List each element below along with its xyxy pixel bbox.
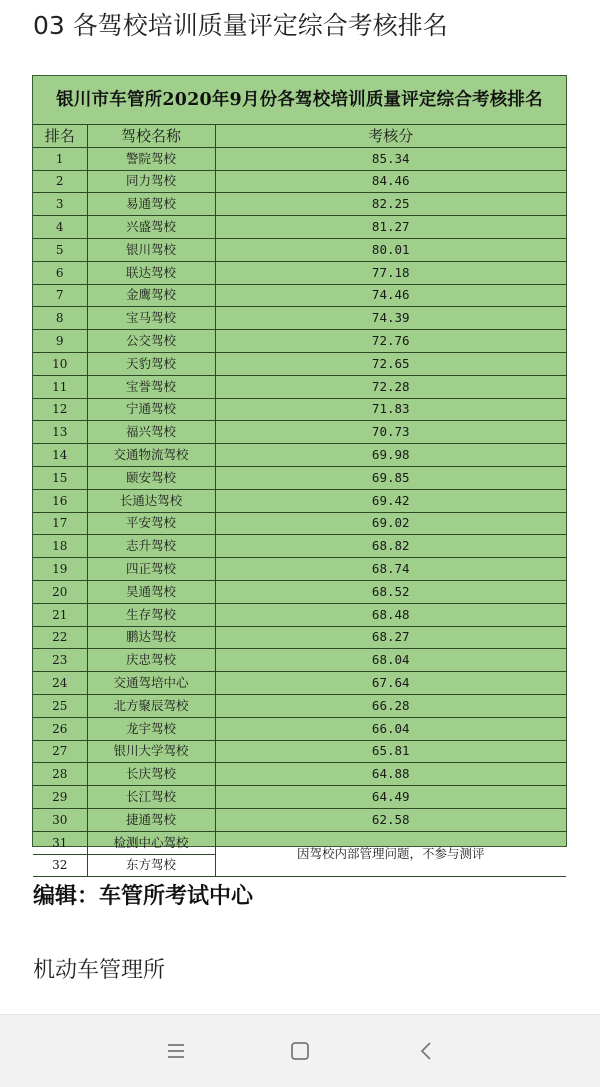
rank-cell: 10 (33, 352, 87, 375)
score-cell: 82.25 (215, 193, 566, 216)
ranking-table (33, 125, 566, 877)
table-row (33, 512, 566, 535)
rank-cell: 30 (33, 808, 87, 831)
score-cell: 69.85 (215, 466, 566, 489)
school-name-cell: 银川驾校 (87, 238, 215, 261)
table-row (33, 216, 566, 239)
table-row (33, 352, 566, 375)
table-header-row (33, 125, 566, 147)
school-name-cell: 宝马驾校 (87, 307, 215, 330)
back-icon (419, 1041, 433, 1061)
header-rank: 排名 (33, 125, 87, 147)
school-name-cell: 龙宇驾校 (87, 717, 215, 740)
score-cell: 66.04 (215, 717, 566, 740)
school-name-cell: 警院驾校 (87, 147, 215, 170)
score-cell: 72.76 (215, 330, 566, 353)
rank-cell: 6 (33, 261, 87, 284)
table-row (33, 763, 566, 786)
score-cell: 84.46 (215, 170, 566, 193)
menu-icon (166, 1042, 186, 1060)
score-cell: 72.28 (215, 375, 566, 398)
school-name-cell: 北方聚辰驾校 (87, 694, 215, 717)
table-row (33, 694, 566, 717)
table-row (33, 421, 566, 444)
school-name-cell: 联达驾校 (87, 261, 215, 284)
table-row (33, 444, 566, 467)
system-navigation-bar (0, 1014, 600, 1087)
rank-cell: 23 (33, 649, 87, 672)
table-row (33, 672, 566, 695)
school-name-cell: 金鹰驾校 (87, 284, 215, 307)
rank-cell: 20 (33, 580, 87, 603)
school-name-cell: 志升驾校 (87, 535, 215, 558)
school-name-cell: 公交驾校 (87, 330, 215, 353)
table-row (33, 626, 566, 649)
score-cell: 72.65 (215, 352, 566, 375)
rank-cell: 8 (33, 307, 87, 330)
school-name-cell: 福兴驾校 (87, 421, 215, 444)
school-name-cell: 长通达驾校 (87, 489, 215, 512)
score-cell: 64.88 (215, 763, 566, 786)
school-name-cell: 东方驾校 (87, 854, 215, 877)
rank-cell: 15 (33, 466, 87, 489)
score-cell: 67.64 (215, 672, 566, 695)
table-row (33, 398, 566, 421)
school-name-cell: 易通驾校 (87, 193, 215, 216)
rank-cell: 3 (33, 193, 87, 216)
table-row (33, 786, 566, 809)
school-name-cell: 平安驾校 (87, 512, 215, 535)
section-heading: 03 各驾校培训质量评定综合考核排名 (33, 11, 448, 40)
table-row (33, 558, 566, 581)
school-name-cell: 鹏达驾校 (87, 626, 215, 649)
score-cell: 68.82 (215, 535, 566, 558)
table-row (33, 284, 566, 307)
school-name-cell: 宁通驾校 (87, 398, 215, 421)
school-name-cell: 长江驾校 (87, 786, 215, 809)
score-cell: 68.04 (215, 649, 566, 672)
rank-cell: 16 (33, 489, 87, 512)
school-name-cell: 兴盛驾校 (87, 216, 215, 239)
school-name-cell: 交通物流驾校 (87, 444, 215, 467)
school-name-cell: 四正驾校 (87, 558, 215, 581)
score-cell: 68.74 (215, 558, 566, 581)
header-score: 考核分 (215, 125, 566, 147)
rank-cell: 14 (33, 444, 87, 467)
rank-cell: 29 (33, 786, 87, 809)
rank-cell: 7 (33, 284, 87, 307)
table-row (33, 307, 566, 330)
rank-cell: 18 (33, 535, 87, 558)
score-cell: 74.46 (215, 284, 566, 307)
account-name[interactable]: 机动车管理所 (33, 958, 166, 983)
school-name-cell: 昊通驾校 (87, 580, 215, 603)
rank-cell: 19 (33, 558, 87, 581)
rank-cell: 5 (33, 238, 87, 261)
school-name-cell: 颐安驾校 (87, 466, 215, 489)
table-row (33, 170, 566, 193)
rank-cell: 17 (33, 512, 87, 535)
school-name-cell: 同力驾校 (87, 170, 215, 193)
ranking-table-body (33, 147, 566, 877)
school-name-cell: 交通驾培中心 (87, 672, 215, 695)
score-cell: 71.83 (215, 398, 566, 421)
table-row (33, 603, 566, 626)
table-row (33, 489, 566, 512)
school-name-cell: 捷通驾校 (87, 808, 215, 831)
table-row (33, 740, 566, 763)
school-name-cell: 生存驾校 (87, 603, 215, 626)
table-row (33, 330, 566, 353)
table-row (33, 261, 566, 284)
school-name-cell: 天豹驾校 (87, 352, 215, 375)
table-row (33, 717, 566, 740)
school-name-cell: 检测中心驾校 (87, 831, 215, 854)
rank-cell: 13 (33, 421, 87, 444)
score-cell: 69.98 (215, 444, 566, 467)
rank-cell: 27 (33, 740, 87, 763)
rank-cell: 21 (33, 603, 87, 626)
school-name-cell: 宝誉驾校 (87, 375, 215, 398)
table-title: 银川市车管所2020年9月份各驾校培训质量评定综合考核排名 (33, 76, 566, 125)
rank-cell: 32 (33, 854, 87, 877)
rank-cell: 24 (33, 672, 87, 695)
table-row (33, 147, 566, 170)
rank-cell: 11 (33, 375, 87, 398)
table-row (33, 580, 566, 603)
rank-cell: 26 (33, 717, 87, 740)
table-row (33, 466, 566, 489)
table-row (33, 193, 566, 216)
table-row (33, 535, 566, 558)
score-cell: 64.49 (215, 786, 566, 809)
menu-button[interactable] (158, 1035, 194, 1067)
score-cell: 80.01 (215, 238, 566, 261)
header-school-name: 驾校名称 (87, 125, 215, 147)
rank-cell: 2 (33, 170, 87, 193)
score-cell: 69.42 (215, 489, 566, 512)
score-cell: 65.81 (215, 740, 566, 763)
score-cell: 68.52 (215, 580, 566, 603)
score-cell: 77.18 (215, 261, 566, 284)
rank-cell: 22 (33, 626, 87, 649)
table-row (33, 808, 566, 831)
table-row (33, 649, 566, 672)
score-cell: 85.34 (215, 147, 566, 170)
home-button[interactable] (282, 1035, 318, 1067)
score-cell: 74.39 (215, 307, 566, 330)
table-row (33, 831, 566, 854)
rank-cell: 4 (33, 216, 87, 239)
ranking-table-image[interactable] (32, 75, 567, 873)
score-cell: 66.28 (215, 694, 566, 717)
score-cell: 81.27 (215, 216, 566, 239)
table-row (33, 238, 566, 261)
rank-cell: 31 (33, 831, 87, 854)
score-cell: 70.73 (215, 421, 566, 444)
score-cell: 69.02 (215, 512, 566, 535)
editor-credit: 编辑：车管所考试中心 (33, 884, 254, 909)
score-cell: 68.27 (215, 626, 566, 649)
school-name-cell: 长庆驾校 (87, 763, 215, 786)
score-cell: 68.48 (215, 603, 566, 626)
rank-cell: 9 (33, 330, 87, 353)
excluded-note-cell: 因驾校内部管理问题，不参与测评 (215, 831, 566, 877)
score-cell: 62.58 (215, 808, 566, 831)
rank-cell: 1 (33, 147, 87, 170)
rank-cell: 12 (33, 398, 87, 421)
rank-cell: 25 (33, 694, 87, 717)
back-button[interactable] (408, 1035, 444, 1067)
home-icon (290, 1041, 310, 1061)
table-row (33, 375, 566, 398)
school-name-cell: 庆忠驾校 (87, 649, 215, 672)
rank-cell: 28 (33, 763, 87, 786)
school-name-cell: 银川大学驾校 (87, 740, 215, 763)
